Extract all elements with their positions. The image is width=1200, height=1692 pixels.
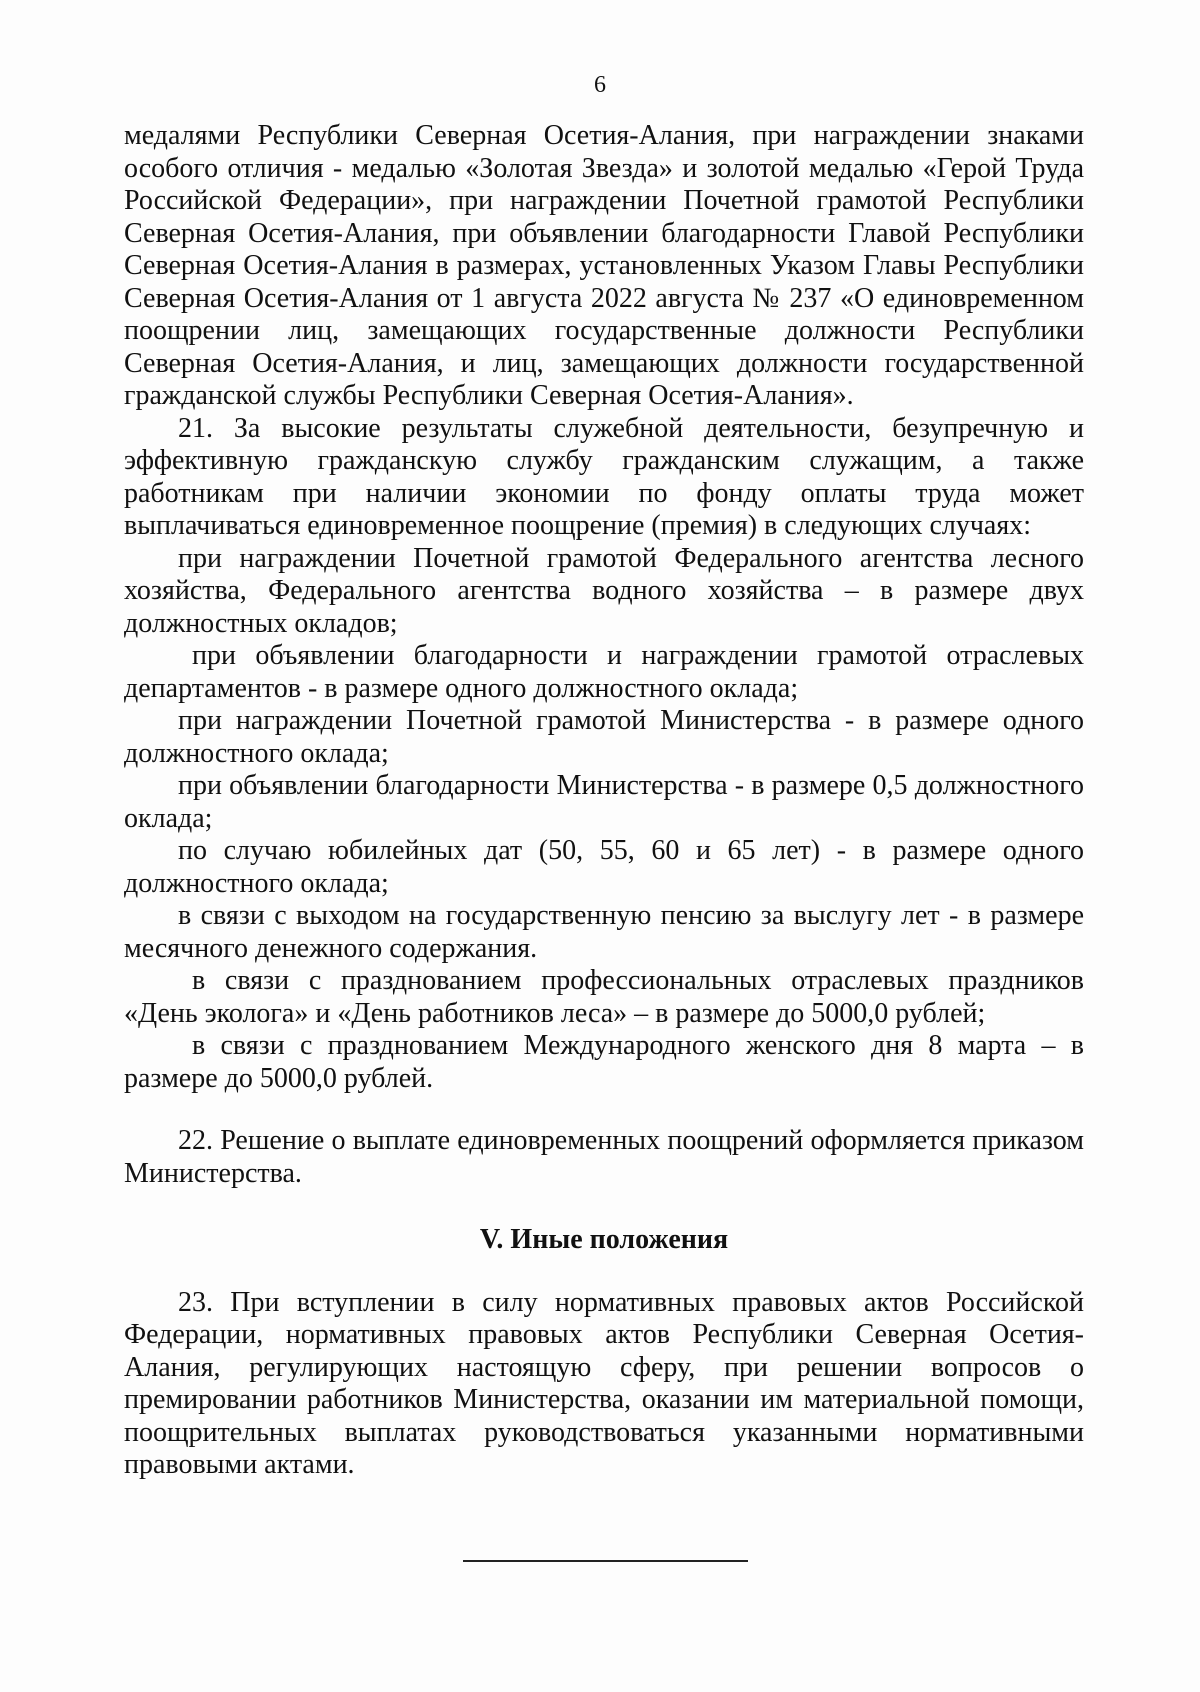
end-of-document-line [463, 1560, 748, 1562]
page-number: 6 [594, 72, 606, 98]
section-heading: V. Иные положения [479, 1224, 729, 1255]
list-item-department-gratitude: при объявлении благодарности и награждении грамотой отраслевых департаментов - в размере одного должностного оклада; [124, 640, 1084, 704]
list-item-pension: в связи с выходом на государственную пенсию за выслугу лет - в размере месячного денежного содержания. [124, 900, 1084, 964]
list-item-professional-holidays: в связи с празднованием профессиональных отраслевых праздников «День эколога» и «День работников леса» – в размере до 5000,0 рублей; [124, 965, 1084, 1029]
document-body [124, 120, 1084, 1482]
paragraph-continuation: медалями Республики Северная Осетия-Алания, при награждении знаками особого отличия - медалью «Золотая Звезда» и золотой медалью «Герой Труда Российской Федерации», при награждении Почетной грамотой Республики Северная Осетия-Алания, при объявлении благодарности Главой Республики Северная Осетия-Алания в размерах, установленных Указом Главы Республики Северная Осетия-Алания от 1 августа 2022 августа № 237 «О единовременном поощрении лиц, замещающих государственные должности Республики Северная Осетия-Алания, и лиц, замещающих должности государственной гражданской службы Республики Северная Осетия-Алания». [124, 120, 1084, 411]
list-item-ministry-award: при награждении Почетной грамотой Министерства - в размере одного должностного оклада; [124, 705, 1084, 769]
paragraph-23: 23. При вступлении в силу нормативных правовых актов Российской Федерации, нормативных правовых актов Республики Северная Осетия-Алания, регулирующих настоящую сферу, при решении вопросов о премировании работников Министерства, оказании им материальной помощи, поощрительных выплатах руководствоваться указанными нормативными правовыми актами. [124, 1286, 1084, 1480]
paragraph-22: 22. Решение о выплате единовременных поощрений оформляется приказом Министерства. [124, 1125, 1084, 1189]
paragraph-21: 21. За высокие результаты служебной деятельности, безупречную и эффективную гражданскую службу гражданским служащим, а также работникам при наличии экономии по фонду оплаты труда может выплачиваться единовременное поощрение (премия) в следующих случаях: [124, 412, 1084, 541]
list-item-federal-agency-award: при награждении Почетной грамотой Федерального агентства лесного хозяйства, Федерального агентства водного хозяйства – в размере двух должностных окладов; [124, 542, 1084, 639]
list-item-womens-day: в связи с празднованием Международного женского дня 8 марта – в размере до 5000,0 рублей. [124, 1030, 1084, 1094]
list-item-ministry-gratitude: при объявлении благодарности Министерства - в размере 0,5 должностного оклада; [124, 770, 1084, 834]
list-item-anniversary: по случаю юбилейных дат (50, 55, 60 и 65 лет) - в размере одного должностного оклада; [124, 835, 1084, 899]
